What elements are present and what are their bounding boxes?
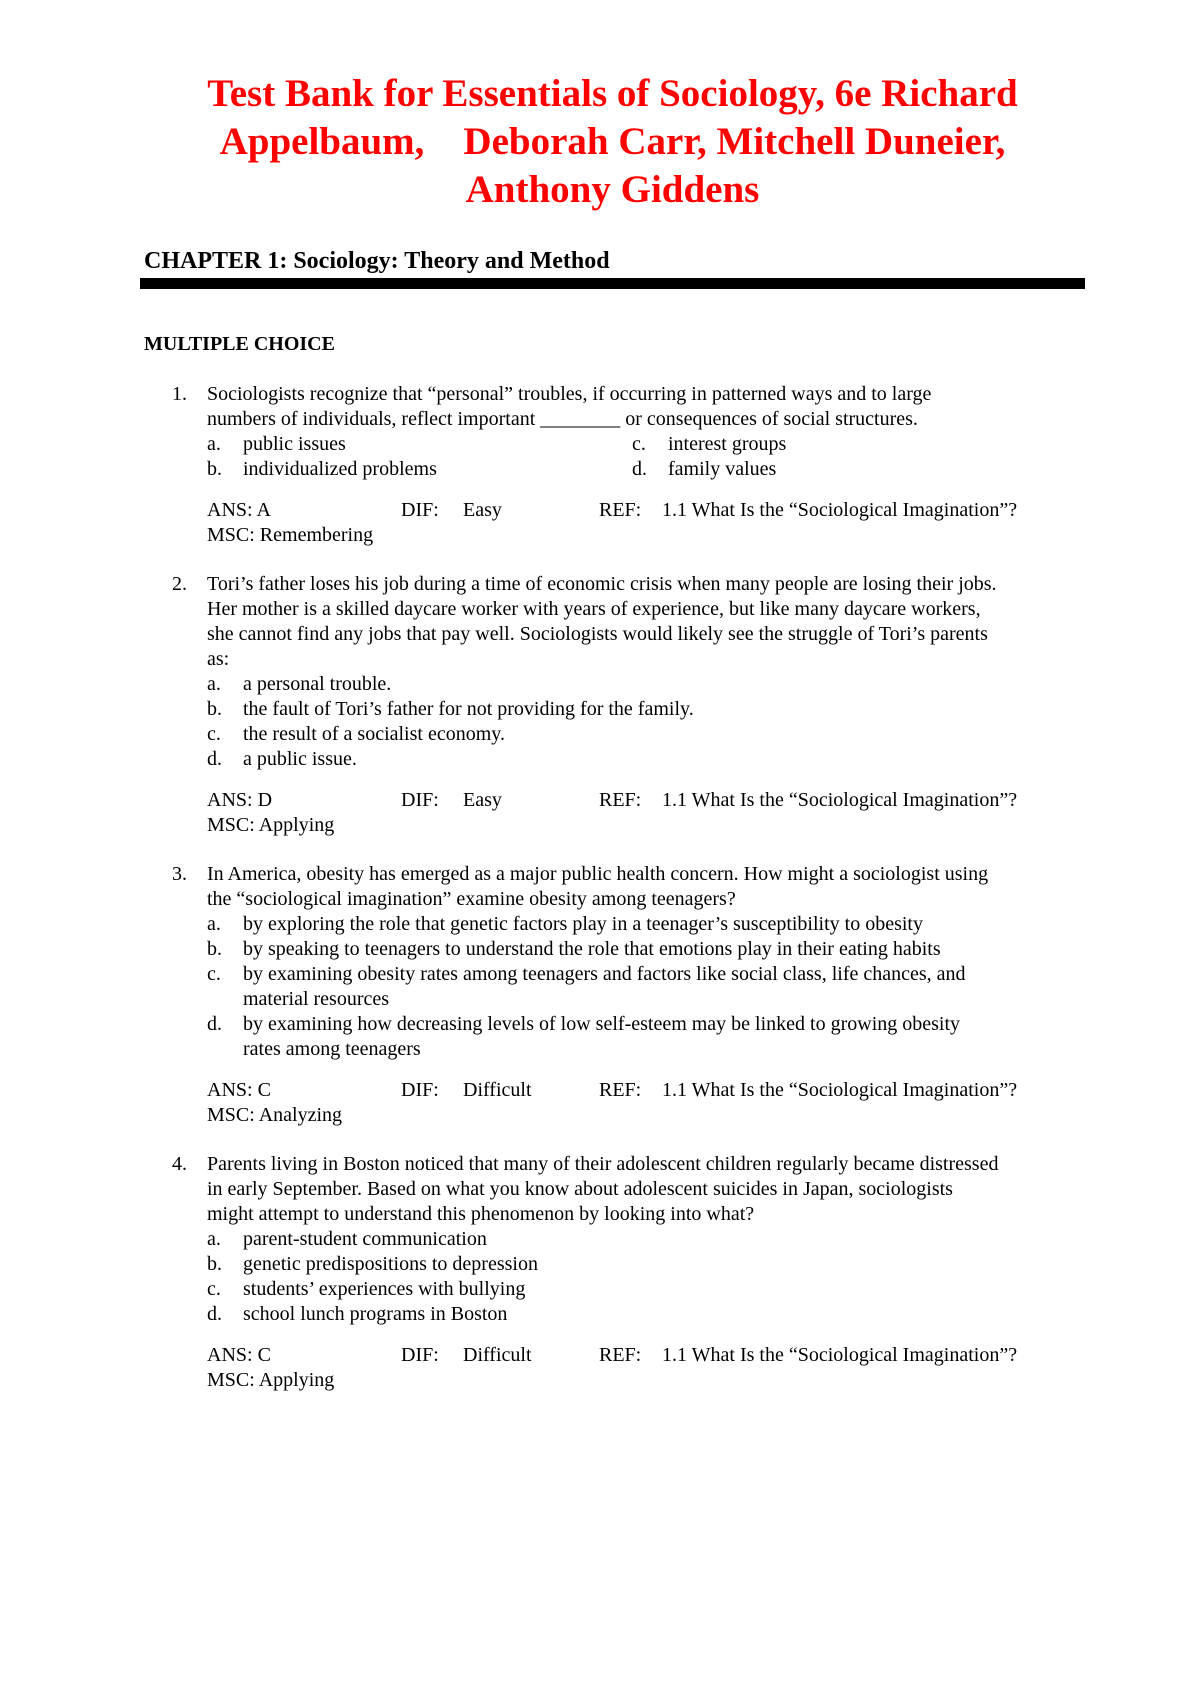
answer-key: ANS: C <box>207 1344 271 1366</box>
question-number: 1. <box>172 383 187 405</box>
question-stem <box>207 862 1087 912</box>
difficulty-label: DIF: <box>401 499 439 521</box>
option-a <box>207 432 632 457</box>
stem-line: numbers of individuals, reflect important ________ or consequences of social structures. <box>207 408 918 430</box>
difficulty-label: DIF: <box>401 1344 439 1366</box>
option-letter: d. <box>632 458 647 480</box>
difficulty-value: Easy <box>463 499 502 521</box>
answer-options <box>207 912 1087 1062</box>
stem-line: In America, obesity has emerged as a major public health concern. How might a sociologist using <box>207 863 989 885</box>
option-letter: c. <box>207 1278 221 1300</box>
skill-level: MSC: Applying <box>207 814 335 836</box>
option-c <box>207 962 1087 1012</box>
option-letter: c. <box>632 433 646 455</box>
stem-line: Sociologists recognize that “personal” troubles, if occurring in patterned ways and to large <box>207 383 932 405</box>
option-text: a public issue. <box>243 748 357 770</box>
option-text: students’ experiences with bullying <box>243 1278 526 1300</box>
difficulty-label: DIF: <box>401 1079 439 1101</box>
question-number: 3. <box>172 863 187 885</box>
option-text: the result of a socialist economy. <box>243 723 505 745</box>
answer-options <box>207 1227 1087 1327</box>
question-list <box>0 382 1191 1417</box>
option-d <box>632 457 1062 482</box>
option-text: family values <box>668 458 777 480</box>
option-b <box>207 937 1087 962</box>
option-letter: a. <box>207 913 221 935</box>
question-number: 4. <box>172 1153 187 1175</box>
chapter-divider <box>140 278 1085 289</box>
option-text: public issues <box>243 433 346 455</box>
answer-metadata <box>207 498 1191 548</box>
difficulty-value: Difficult <box>463 1079 532 1101</box>
option-text: by speaking to teenagers to understand the role that emotions play in their eating habits <box>243 938 941 960</box>
question-2 <box>0 572 1191 838</box>
option-text: by examining how decreasing levels of low self-esteem may be linked to growing obesity rates among teenagers <box>243 1013 961 1060</box>
stem-line: Parents living in Boston noticed that many of their adolescent children regularly became distressed <box>207 1153 999 1175</box>
option-text: interest groups <box>668 433 787 455</box>
option-d <box>207 1302 1087 1327</box>
option-text: genetic predispositions to depression <box>243 1253 538 1275</box>
option-c <box>207 722 1087 747</box>
reference-value: 1.1 What Is the “Sociological Imagination”? <box>662 499 1018 521</box>
answer-key: ANS: C <box>207 1079 271 1101</box>
stem-line: in early September. Based on what you know about adolescent suicides in Japan, sociologists <box>207 1178 953 1200</box>
answer-metadata <box>207 788 1191 838</box>
question-4 <box>0 1152 1191 1393</box>
reference-label: REF: <box>599 1079 642 1101</box>
option-b <box>207 1252 1087 1277</box>
title-line: Anthony Giddens <box>465 168 760 211</box>
option-text: a personal trouble. <box>243 673 392 695</box>
option-letter: b. <box>207 698 222 720</box>
option-letter: b. <box>207 938 222 960</box>
stem-line: she cannot find any jobs that pay well. Sociologists would likely see the struggle of Tori’s parents <box>207 623 988 645</box>
option-letter: a. <box>207 433 221 455</box>
question-stem <box>207 382 1087 432</box>
difficulty-value: Difficult <box>463 1344 532 1366</box>
title-line: Appelbaum, Deborah Carr, Mitchell Duneier, <box>219 120 1006 163</box>
stem-line: might attempt to understand this phenomenon by looking into what? <box>207 1203 755 1225</box>
reference-label: REF: <box>599 1344 642 1366</box>
answer-options <box>207 432 1087 482</box>
option-text: individualized problems <box>243 458 437 480</box>
option-c <box>632 432 1062 457</box>
question-1 <box>0 382 1191 548</box>
question-stem <box>207 1152 1087 1227</box>
question-3 <box>0 862 1191 1128</box>
option-d <box>207 747 1087 772</box>
difficulty-value: Easy <box>463 789 502 811</box>
question-stem <box>207 572 1087 672</box>
answer-key: ANS: A <box>207 499 271 521</box>
option-letter: c. <box>207 963 221 985</box>
document-title <box>120 70 1105 214</box>
skill-level: MSC: Applying <box>207 1369 335 1391</box>
option-letter: c. <box>207 723 221 745</box>
option-d <box>207 1012 1087 1062</box>
option-text: parent-student communication <box>243 1228 487 1250</box>
section-heading: MULTIPLE CHOICE <box>144 333 335 355</box>
option-letter: b. <box>207 458 222 480</box>
option-letter: a. <box>207 1228 221 1250</box>
reference-label: REF: <box>599 499 642 521</box>
option-b <box>207 457 632 482</box>
answer-metadata <box>207 1078 1191 1128</box>
option-letter: d. <box>207 1013 222 1035</box>
reference-value: 1.1 What Is the “Sociological Imagination”? <box>662 1344 1018 1366</box>
option-text: school lunch programs in Boston <box>243 1303 508 1325</box>
option-text: the fault of Tori’s father for not providing for the family. <box>243 698 694 720</box>
option-c <box>207 1277 1087 1302</box>
stem-line: as: <box>207 648 230 670</box>
chapter-heading: CHAPTER 1: Sociology: Theory and Method <box>144 248 610 274</box>
answer-metadata <box>207 1343 1191 1393</box>
stem-line: Her mother is a skilled daycare worker with years of experience, but like many daycare workers, <box>207 598 981 620</box>
reference-label: REF: <box>599 789 642 811</box>
option-a <box>207 672 1087 697</box>
skill-level: MSC: Remembering <box>207 524 374 546</box>
title-line: Test Bank for Essentials of Sociology, 6e Richard <box>207 72 1018 115</box>
stem-line: Tori’s father loses his job during a time of economic crisis when many people are losing their jobs. <box>207 573 997 595</box>
option-letter: a. <box>207 673 221 695</box>
option-a <box>207 1227 1087 1252</box>
option-b <box>207 697 1087 722</box>
reference-value: 1.1 What Is the “Sociological Imagination”? <box>662 789 1018 811</box>
answer-options <box>207 672 1087 772</box>
option-text: by exploring the role that genetic factors play in a teenager’s susceptibility to obesity <box>243 913 923 935</box>
option-a <box>207 912 1087 937</box>
skill-level: MSC: Analyzing <box>207 1104 343 1126</box>
option-letter: b. <box>207 1253 222 1275</box>
option-letter: d. <box>207 1303 222 1325</box>
answer-key: ANS: D <box>207 789 273 811</box>
stem-line: the “sociological imagination” examine obesity among teenagers? <box>207 888 736 910</box>
option-text: by examining obesity rates among teenagers and factors like social class, life chances, and material resources <box>243 963 966 1010</box>
reference-value: 1.1 What Is the “Sociological Imagination”? <box>662 1079 1018 1101</box>
difficulty-label: DIF: <box>401 789 439 811</box>
question-number: 2. <box>172 573 187 595</box>
option-letter: d. <box>207 748 222 770</box>
